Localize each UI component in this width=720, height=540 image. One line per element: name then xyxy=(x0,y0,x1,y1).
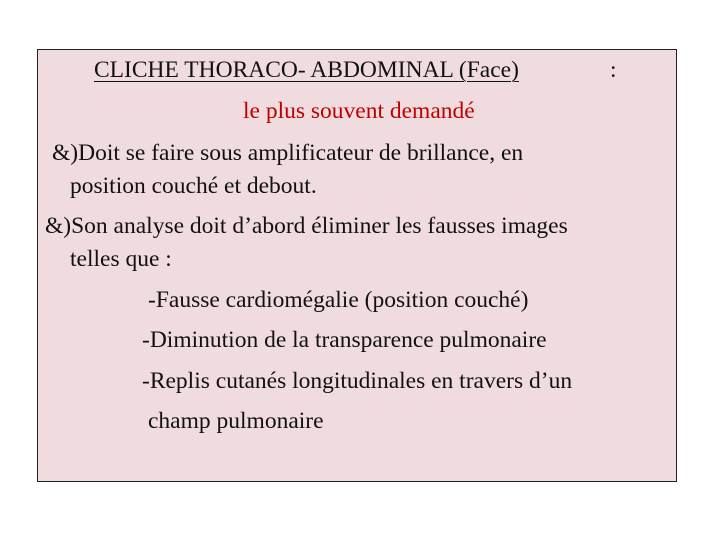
body-line-3: &)Son analyse doit d’abord éliminer les fausses images xyxy=(45,213,568,239)
list-item-replis-cutanes-continued: champ pulmonaire xyxy=(148,408,324,434)
list-item-diminution-transparence: -Diminution de la transparence pulmonaire xyxy=(142,327,547,353)
body-line-4: telles que : xyxy=(70,246,172,272)
body-line-1: &)Doit se faire sous amplificateur de brillance, en xyxy=(52,140,524,166)
slide-title-colon: : xyxy=(610,57,617,83)
slide-subtitle: le plus souvent demandé xyxy=(243,98,475,124)
body-line-2: position couché et debout. xyxy=(70,173,317,199)
list-item-replis-cutanes: -Replis cutanés longitudinales en travers d’un xyxy=(142,368,573,394)
list-item-fausse-cardiomegalie: -Fausse cardiomégalie (position couché) xyxy=(148,287,529,313)
slide-title: CLICHE THORACO- ABDOMINAL (Face) xyxy=(94,57,519,83)
